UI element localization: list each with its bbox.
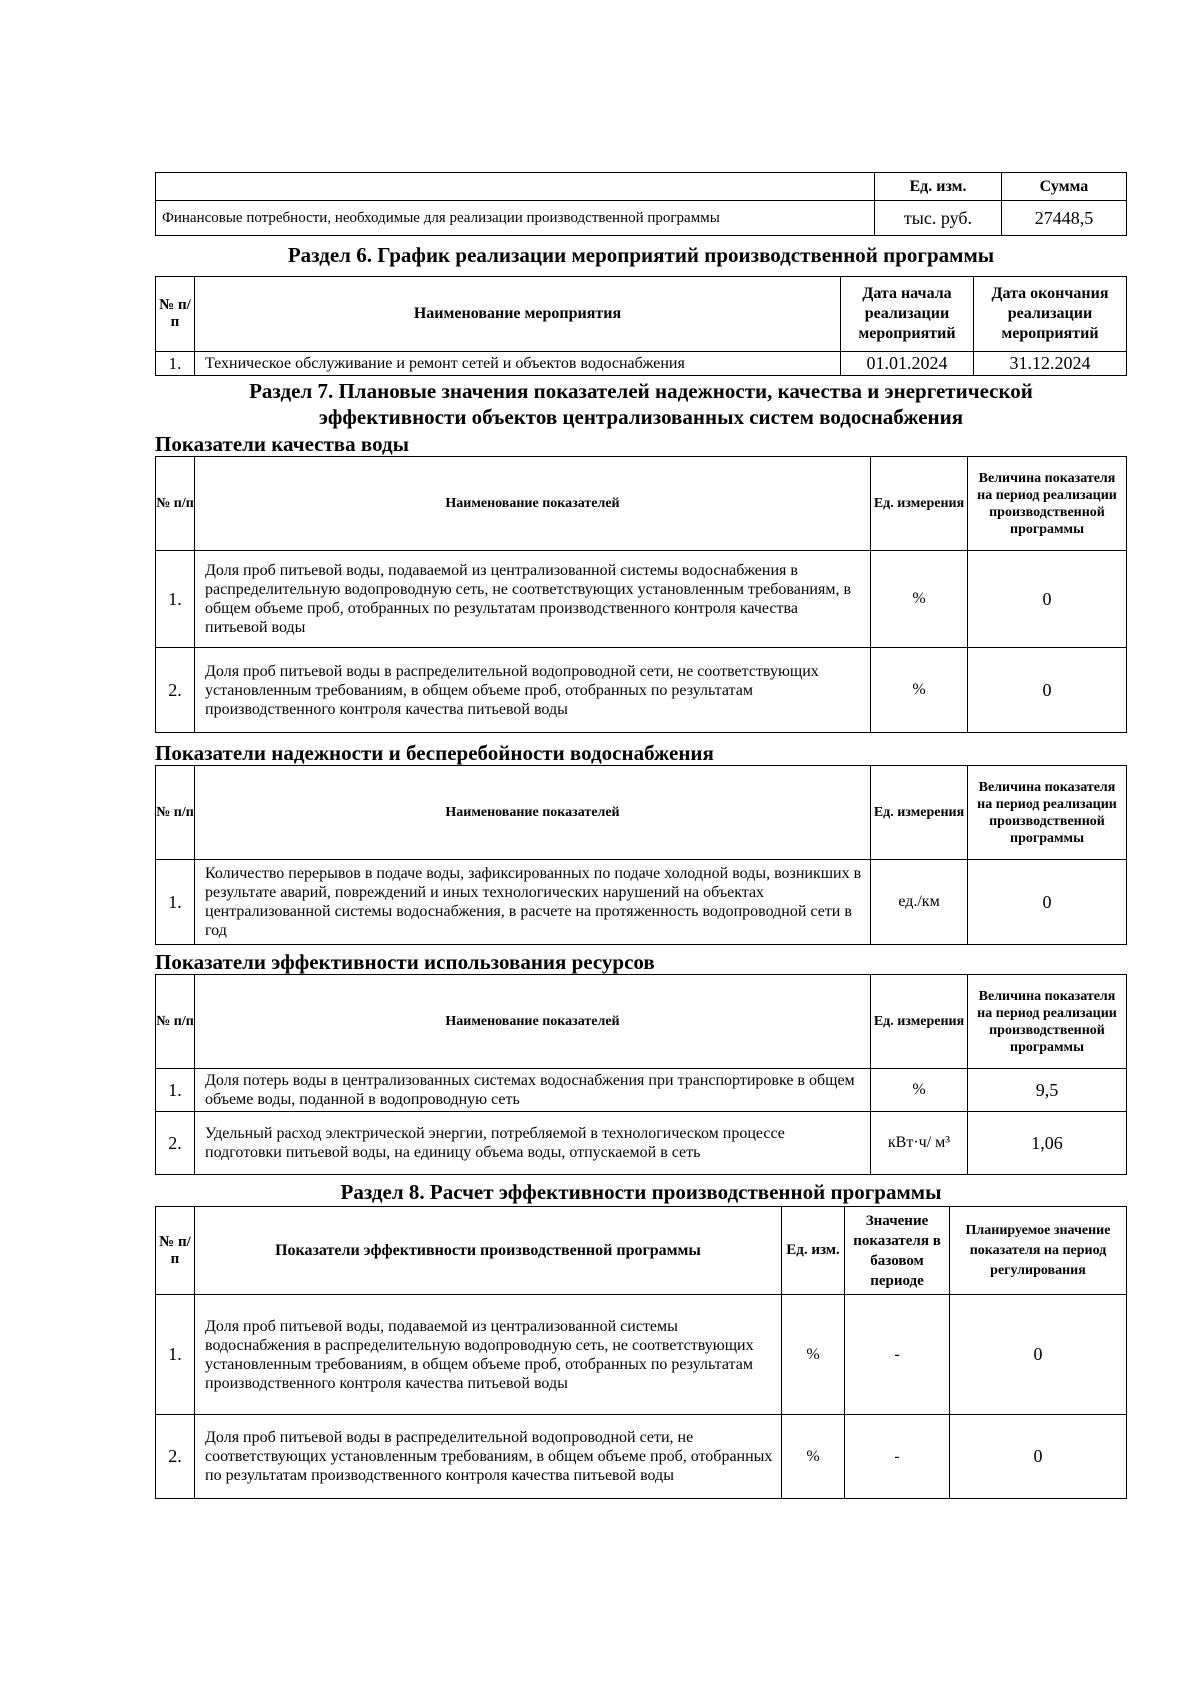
- e-row1-unit: %: [871, 1069, 968, 1112]
- document-page: [155, 172, 1127, 1499]
- s8-row2-num: 2.: [156, 1415, 195, 1499]
- q-header-unit: Ед. измерения: [871, 457, 968, 551]
- finance-header-empty: [156, 173, 875, 201]
- q-row2-unit: %: [871, 648, 968, 733]
- q-row2-value: 0: [968, 648, 1127, 733]
- s6-header-name: Наименование мероприятия: [195, 277, 841, 352]
- e-row2-num: 2.: [156, 1112, 195, 1175]
- s8-header-planned: Планируемое значение показателя на период регулирования: [950, 1207, 1127, 1295]
- q-row1-num: 1.: [156, 551, 195, 648]
- q-header-value: Величина показателя на период реализации производственной программы: [968, 457, 1127, 551]
- r-row1-unit: ед./км: [871, 860, 968, 945]
- finance-table: [155, 172, 1127, 236]
- e-row1-num: 1.: [156, 1069, 195, 1112]
- s8-row2-planned: 0: [950, 1415, 1127, 1499]
- s6-row-name: Техническое обслуживание и ремонт сетей и объектов водоснабжения: [195, 352, 841, 376]
- s8-row1-planned: 0: [950, 1295, 1127, 1415]
- s8-header-name: Показатели эффективности производственной программы: [195, 1207, 782, 1295]
- e-row1-value: 9,5: [968, 1069, 1127, 1112]
- r-row1-value: 0: [968, 860, 1127, 945]
- quality-table: [155, 456, 1127, 733]
- finance-row-unit: тыс. руб.: [875, 201, 1002, 236]
- e-row2-value: 1,06: [968, 1112, 1127, 1175]
- s8-header-base: Значение показателя в базовом периоде: [845, 1207, 950, 1295]
- q-row1-unit: %: [871, 551, 968, 648]
- e-row1-name: Доля потерь воды в централизованных системах водоснабжения при транспортировке в общем объеме воды, поданной в водопроводную сеть: [195, 1069, 871, 1112]
- reliability-title: Показатели надежности и бесперебойности водоснабжения: [155, 741, 714, 765]
- s6-row-num: 1.: [156, 352, 195, 376]
- e-header-name: Наименование показателей: [195, 975, 871, 1069]
- r-row1-num: 1.: [156, 860, 195, 945]
- finance-row-sum: 27448,5: [1002, 201, 1127, 236]
- s8-row2-unit: %: [782, 1415, 845, 1499]
- e-header-num: № п/п: [156, 975, 195, 1069]
- q-row1-value: 0: [968, 551, 1127, 648]
- finance-header-sum: Сумма: [1002, 173, 1127, 201]
- s6-header-start: Дата начала реализации мероприятий: [841, 277, 974, 352]
- s8-row1-base: -: [845, 1295, 950, 1415]
- s8-row1-num: 1.: [156, 1295, 195, 1415]
- q-header-name: Наименование показателей: [195, 457, 871, 551]
- e-header-value: Величина показателя на период реализации производственной программы: [968, 975, 1127, 1069]
- s6-row-end: 31.12.2024: [974, 352, 1127, 376]
- quality-title: Показатели качества воды: [155, 432, 409, 456]
- efficiency-title: Показатели эффективности использования ресурсов: [155, 950, 655, 974]
- section8-table: [155, 1206, 1127, 1499]
- r-header-value: Величина показателя на период реализации производственной программы: [968, 766, 1127, 860]
- s8-row2-base: -: [845, 1415, 950, 1499]
- r-row1-name: Количество перерывов в подаче воды, зафиксированных по подаче холодной воды, возникших в результате аварий, повреждений и иных технологических нарушений на объектах централизованной системы водоснабжения, в расчете на протяженность водопроводной сети в год: [195, 860, 871, 945]
- section6-table: [155, 276, 1127, 376]
- efficiency-table: [155, 974, 1127, 1175]
- section7-title-line1: Раздел 7. Плановые значения показателей надежности, качества и энергетической: [249, 379, 1033, 403]
- s6-row-start: 01.01.2024: [841, 352, 974, 376]
- q-row1-name: Доля проб питьевой воды, подаваемой из централизованной системы водоснабжения в распределительную водопроводную сеть, не соответствующих установленным требованиям, в общем объеме проб, отобранных по результатам производственного контроля качества питьевой воды: [195, 551, 871, 648]
- section7-title-line2: эффективности объектов централизованных систем водоснабжения: [318, 405, 964, 429]
- finance-header-unit: Ед. изм.: [875, 173, 1002, 201]
- finance-row-name: Финансовые потребности, необходимые для реализации производственной программы: [156, 201, 875, 236]
- s8-header-unit: Ед. изм.: [782, 1207, 845, 1295]
- q-header-num: № п/п: [156, 457, 195, 551]
- r-header-num: № п/п: [156, 766, 195, 860]
- r-header-name: Наименование показателей: [195, 766, 871, 860]
- section8-title: Раздел 8. Расчет эффективности производственной программы: [340, 1180, 942, 1204]
- s8-row1-unit: %: [782, 1295, 845, 1415]
- s6-header-num: № п/п: [156, 277, 195, 352]
- q-row2-num: 2.: [156, 648, 195, 733]
- reliability-table: [155, 765, 1127, 945]
- e-row2-unit: кВт·ч/ м³: [871, 1112, 968, 1175]
- s6-header-end: Дата окончания реализации мероприятий: [974, 277, 1127, 352]
- s8-header-num: № п/п: [156, 1207, 195, 1295]
- q-row2-name: Доля проб питьевой воды в распределительной водопроводной сети, не соответствующих установленным требованиям, в общем объеме проб, отобранных по результатам производственного контроля качества питьевой воды: [195, 648, 871, 733]
- e-header-unit: Ед. измерения: [871, 975, 968, 1069]
- s8-row2-name: Доля проб питьевой воды в распределительной водопроводной сети, не соответствующих установленным требованиям, в общем объеме проб, отобранных по результатам производственного контроля качества питьевой воды: [195, 1415, 782, 1499]
- e-row2-name: Удельный расход электрической энергии, потребляемой в технологическом процессе подготовки питьевой воды, на единицу объема воды, отпускаемой в сеть: [195, 1112, 871, 1175]
- section6-title: Раздел 6. График реализации мероприятий производственной программы: [287, 243, 995, 267]
- s8-row1-name: Доля проб питьевой воды, подаваемой из централизованной системы водоснабжения в распределительную водопроводную сеть, не соответствующих установленным требованиям, в общем объеме проб, отобранных по результатам производственного контроля качества питьевой воды: [195, 1295, 782, 1415]
- r-header-unit: Ед. измерения: [871, 766, 968, 860]
